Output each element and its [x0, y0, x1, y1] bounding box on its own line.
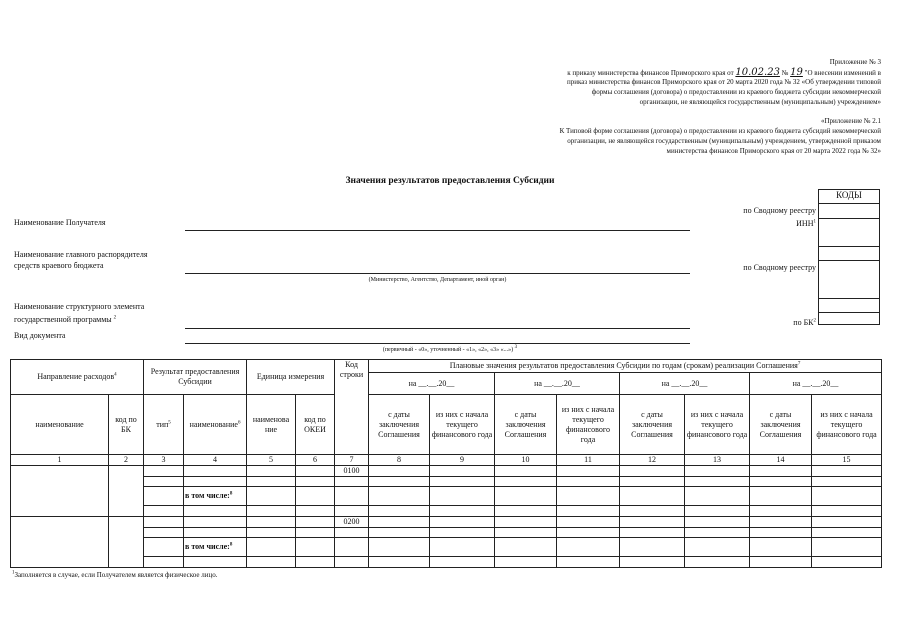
appendix-line-3: формы соглашения (договора) о предоставлении из краевого бюджета субсидии некоммерческой [591, 88, 881, 96]
footnote-text: Заполняется в случае, если Получателем является физическое лицо. [14, 571, 218, 579]
cell[interactable] [335, 506, 369, 517]
since-agreement-3: с даты заключения Соглашения [620, 395, 685, 455]
cell[interactable] [184, 517, 247, 528]
since-agreement-2: с даты заключения Соглашения [495, 395, 557, 455]
cell[interactable] [369, 506, 430, 517]
col-num: 10 [495, 455, 557, 466]
cell[interactable] [335, 487, 369, 506]
cell[interactable] [296, 506, 335, 517]
results-table [10, 359, 882, 568]
cell[interactable] [620, 487, 685, 506]
direction-name-cell[interactable] [11, 466, 109, 517]
cell[interactable] [430, 528, 495, 538]
code-cell-doc [819, 312, 879, 324]
cell[interactable] [812, 487, 882, 506]
col-num: 11 [557, 455, 620, 466]
cell[interactable] [495, 487, 557, 506]
number-sign: № [781, 69, 789, 77]
cell[interactable] [247, 487, 296, 506]
cell[interactable] [750, 528, 812, 538]
unit-name-header: наименова ние [247, 395, 296, 455]
inn-label [716, 219, 816, 229]
including-label: в том числе:$^8$ [184, 487, 247, 506]
recipient-label: Наименование Получателя [14, 218, 106, 227]
appendix-line-1 [361, 68, 881, 79]
cell[interactable] [620, 466, 685, 477]
summary-registry-label-1: по Сводному реестру [743, 206, 816, 215]
row-code-cell: 0100 [335, 466, 369, 477]
cell[interactable] [685, 517, 750, 528]
cell[interactable] [247, 528, 296, 538]
since-year-3: из них с начала текущего финансового года [685, 395, 750, 455]
direction-name-header: наименование [11, 395, 109, 455]
cell[interactable] [296, 528, 335, 538]
doc-type-hint-text: (первичный - «0», уточненный - «1», «2», «3» «...») [382, 347, 514, 353]
code-cell-summary-2 [819, 246, 879, 260]
column-numbers-row [11, 455, 882, 466]
col-num: 5 [247, 455, 296, 466]
cell[interactable] [369, 557, 430, 568]
cell[interactable] [247, 466, 296, 477]
cell[interactable] [685, 506, 750, 517]
appendix-line-1-pre: к приказу министерства финансов Приморского края от [567, 69, 734, 77]
cell[interactable] [247, 506, 296, 517]
cell[interactable] [557, 528, 620, 538]
col-num: 1 [11, 455, 109, 466]
col-num: 13 [685, 455, 750, 466]
col-num: 6 [296, 455, 335, 466]
including-label: в том числе:$^8$ [184, 538, 247, 557]
cell[interactable] [685, 466, 750, 477]
code-cell-bk [819, 298, 879, 312]
cell[interactable] [144, 538, 184, 557]
col-num: 15 [812, 455, 882, 466]
cell[interactable] [750, 538, 812, 557]
date-label-1: на __.__.20__ [369, 373, 495, 395]
direction-bk-cell[interactable] [109, 517, 144, 568]
cell[interactable] [247, 557, 296, 568]
cell[interactable] [812, 506, 882, 517]
cell[interactable] [184, 506, 247, 517]
cell[interactable] [750, 487, 812, 506]
since-year-2: из них с начала текущего финансового года [557, 395, 620, 455]
cell[interactable] [620, 538, 685, 557]
cell[interactable] [557, 506, 620, 517]
row-code-header: Код строки [335, 360, 369, 455]
cell[interactable] [296, 487, 335, 506]
cell[interactable] [557, 477, 620, 487]
cell[interactable] [812, 517, 882, 528]
cell[interactable] [184, 528, 247, 538]
code-cell-inn [819, 218, 879, 246]
bk-footnote-mark: 2 [813, 318, 816, 324]
cell[interactable] [144, 506, 184, 517]
result-name-header: наименование$^6$ [184, 395, 247, 455]
cell[interactable] [557, 517, 620, 528]
struct-element-line [185, 328, 690, 329]
appendix-line-4: организации, не являющейся государственным (муниципальным) учреждением» [639, 98, 881, 106]
cell[interactable] [335, 477, 369, 487]
cell[interactable] [685, 528, 750, 538]
date-label-4: на __.__.20__ [750, 373, 882, 395]
inn-text: ИНН [796, 219, 814, 228]
handwritten-number: 19 [790, 67, 803, 78]
cell[interactable] [685, 477, 750, 487]
planned-values-header: Плановые значения результатов предоставления Субсидии по годам (срокам) реализации Соглашения$^7$ [369, 360, 882, 373]
code-cell-spacer [819, 260, 879, 298]
col-num: 9 [430, 455, 495, 466]
bk-label [736, 318, 816, 328]
cell[interactable] [620, 528, 685, 538]
cell[interactable] [750, 506, 812, 517]
cell[interactable] [430, 477, 495, 487]
direction-bk-header: код по БК [109, 395, 144, 455]
cell[interactable] [430, 538, 495, 557]
footnote-mark: 1 [12, 570, 15, 576]
col-num: 3 [144, 455, 184, 466]
cell[interactable] [247, 477, 296, 487]
result-header: Результат предоставления Субсидии [144, 360, 247, 395]
cell[interactable] [335, 557, 369, 568]
doc-type-line [185, 343, 690, 344]
chief-admin-line [185, 273, 690, 274]
cell[interactable] [557, 557, 620, 568]
cell[interactable] [812, 557, 882, 568]
col-num: 4 [184, 455, 247, 466]
cell[interactable] [369, 466, 430, 477]
cell[interactable] [184, 477, 247, 487]
cell[interactable] [144, 528, 184, 538]
cell[interactable] [750, 466, 812, 477]
cell[interactable] [620, 477, 685, 487]
cell[interactable] [495, 528, 557, 538]
cell[interactable] [495, 538, 557, 557]
cell[interactable] [557, 466, 620, 477]
footnote [12, 571, 217, 581]
cell[interactable] [296, 466, 335, 477]
result-type-header: тип$^5$ [144, 395, 184, 455]
cell[interactable] [495, 517, 557, 528]
cell[interactable] [750, 557, 812, 568]
cell[interactable] [495, 557, 557, 568]
appendix-line-2: приказ министерства финансов Приморского края от 20 марта 2020 года № 32 «Об утверждении типовой [567, 78, 881, 86]
cell[interactable] [296, 557, 335, 568]
cell[interactable] [495, 477, 557, 487]
cell[interactable] [557, 538, 620, 557]
cell[interactable] [369, 487, 430, 506]
col-num: 14 [750, 455, 812, 466]
cell[interactable] [144, 466, 184, 477]
cell[interactable] [812, 528, 882, 538]
cell[interactable] [296, 477, 335, 487]
direction-name-cell[interactable] [11, 517, 109, 568]
sub-appendix-title: «Приложение № 2.1 [821, 117, 881, 125]
struct-footnote-mark: 2 [113, 315, 117, 321]
cell[interactable] [247, 517, 296, 528]
cell[interactable] [557, 487, 620, 506]
table-row [11, 466, 882, 477]
cell[interactable] [335, 528, 369, 538]
struct-element-label-2 [14, 315, 116, 325]
sub-appendix-line-2: организации, не являющейся государственным (муниципальным) учреждением, утвержденной приказом [567, 137, 881, 145]
cell[interactable] [144, 487, 184, 506]
col-num: 12 [620, 455, 685, 466]
cell[interactable] [685, 557, 750, 568]
cell[interactable] [495, 506, 557, 517]
cell[interactable] [685, 487, 750, 506]
date-label-3: на __.__.20__ [620, 373, 750, 395]
cell[interactable] [620, 517, 685, 528]
row-code-cell: 0200 [335, 517, 369, 528]
since-year-1: из них с начала текущего финансового года [430, 395, 495, 455]
since-agreement-1: с даты заключения Соглашения [369, 395, 430, 455]
cell[interactable] [750, 517, 812, 528]
footnote-divider [10, 567, 190, 568]
bk-text: по БК [793, 318, 814, 327]
col-num: 2 [109, 455, 144, 466]
cell[interactable] [369, 538, 430, 557]
cell[interactable] [430, 487, 495, 506]
cell[interactable] [144, 517, 184, 528]
since-agreement-4: с даты заключения Соглашения [750, 395, 812, 455]
handwritten-date: 10.02.23 [735, 67, 780, 78]
direction-bk-cell[interactable] [109, 466, 144, 517]
cell[interactable] [750, 477, 812, 487]
cell[interactable] [812, 466, 882, 477]
cell[interactable] [620, 506, 685, 517]
date-label-2: на __.__.20__ [495, 373, 620, 395]
chief-admin-label-1: Наименование главного распорядителя [14, 250, 148, 259]
cell[interactable] [296, 538, 335, 557]
cell[interactable] [812, 477, 882, 487]
recipient-line [185, 230, 690, 231]
unit-header: Единица измерения [247, 360, 335, 395]
cell[interactable] [430, 517, 495, 528]
inn-footnote-mark: 1 [813, 219, 816, 225]
ministry-hint: (Министерство, Агентство, Департамент, иной орган) [368, 277, 507, 283]
code-cell-summary-1 [819, 203, 879, 218]
codes-header: КОДЫ [836, 190, 862, 200]
cell[interactable] [685, 538, 750, 557]
cell[interactable] [369, 517, 430, 528]
cell[interactable] [430, 506, 495, 517]
codes-box [818, 189, 880, 325]
cell[interactable] [296, 517, 335, 528]
cell[interactable] [495, 466, 557, 477]
col-num: 8 [369, 455, 430, 466]
col-num: 7 [335, 455, 369, 466]
cell[interactable] [247, 538, 296, 557]
doc-type-label: Вид документа [14, 331, 66, 340]
cell[interactable] [369, 528, 430, 538]
struct-element-text: государственной программы [14, 315, 112, 324]
cell[interactable] [620, 557, 685, 568]
cell[interactable] [430, 466, 495, 477]
since-year-4: из них с начала текущего финансового года [812, 395, 882, 455]
cell[interactable] [812, 538, 882, 557]
appendix-title: Приложение № 3 [829, 58, 881, 66]
cell[interactable] [184, 466, 247, 477]
cell[interactable] [369, 477, 430, 487]
okei-header: код по ОКЕИ [296, 395, 335, 455]
cell[interactable] [184, 557, 247, 568]
summary-registry-label-2: по Сводному реестру [743, 263, 816, 272]
sub-appendix-line-1: К Типовой форме соглашения (договора) о предоставлении из краевого бюджета субсидий некоммерческой [559, 127, 881, 135]
table-row [11, 517, 882, 528]
cell[interactable] [144, 477, 184, 487]
direction-header: Направление расходов$^4$ [11, 360, 144, 395]
page-title: Значения результатов предоставления Субсидии [345, 176, 555, 186]
doc-type-footnote-mark: 3 [514, 345, 518, 350]
cell[interactable] [335, 538, 369, 557]
doc-type-hint [300, 346, 600, 356]
struct-element-label-1: Наименование структурного элемента [14, 302, 145, 311]
chief-admin-label-2: средств краевого бюджета [14, 261, 104, 270]
cell[interactable] [430, 557, 495, 568]
sub-appendix-line-3: министерства финансов Приморского края от 20 марта 2022 года № 32» [666, 147, 881, 155]
cell[interactable] [144, 557, 184, 568]
appendix-line-1-post: "О внесении изменений в [804, 69, 881, 77]
